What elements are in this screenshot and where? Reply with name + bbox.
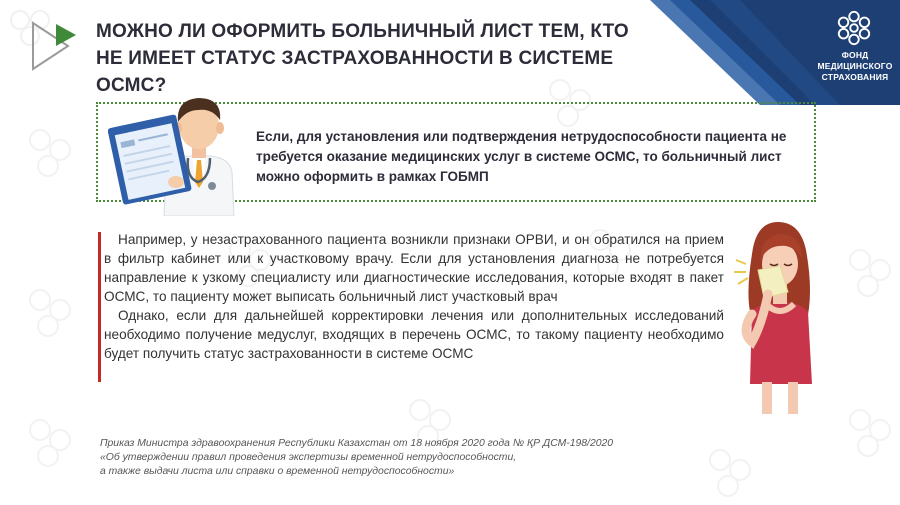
paragraph-however: Однако, если для дальнейшей корректировки лечения или дополнительных исследований необходимо получение медуслуг, входящих в перечень ОСМС, то такому пациенту необходимо будет получить статус застрахованности в системе ОСМС <box>104 308 724 361</box>
fund-name-line1: ФОНД <box>841 50 869 60</box>
body-text <box>104 230 724 363</box>
fund-name-line2: МЕДИЦИНСКОГО <box>817 61 893 71</box>
snowflake-emblem-icon <box>835 8 873 48</box>
accent-bar <box>98 232 101 382</box>
fund-name <box>800 50 900 83</box>
paragraph-example: Например, у незастрахованного пациента возникли признаки ОРВИ, и он обратился на прием в фильтр кабинет или к участковому врачу. Если для установления диагноза не потребуется направление к узкому специалисту или диагностические исследования, которые входят в пакет ОСМС, то пациенту может выписать больничный лист участковый врач <box>104 232 724 304</box>
citation-line2: «Об утверждении правил проведения экспертизы временной нетрудоспособности, <box>100 452 517 463</box>
citation-line3: а также выдачи листа или справки о временной нетрудоспособности» <box>100 466 455 477</box>
doctor-illustration <box>108 86 258 216</box>
sick-woman-illustration <box>722 214 828 416</box>
play-triangle-icon <box>30 20 80 72</box>
info-box-text: Если, для установления или подтверждения нетрудоспособности пациента не требуется оказание медицинских услуг в системе ОСМС, то больничный лист можно оформить в рамках ГОБМП <box>256 129 787 184</box>
legal-citation <box>100 437 700 479</box>
page-title: МОЖНО ЛИ ОФОРМИТЬ БОЛЬНИЧНЫЙ ЛИСТ ТЕМ, КТО НЕ ИМЕЕТ СТАТУС ЗАСТРАХОВАННОСТИ В СИСТЕМЕ ОСМС? <box>96 21 629 96</box>
fund-name-line3: СТРАХОВАНИЯ <box>821 72 889 82</box>
citation-line1: Приказ Министра здравоохранения Республики Казахстан от 18 ноября 2020 года № ҚР ДСМ-198/2020 <box>100 438 614 449</box>
